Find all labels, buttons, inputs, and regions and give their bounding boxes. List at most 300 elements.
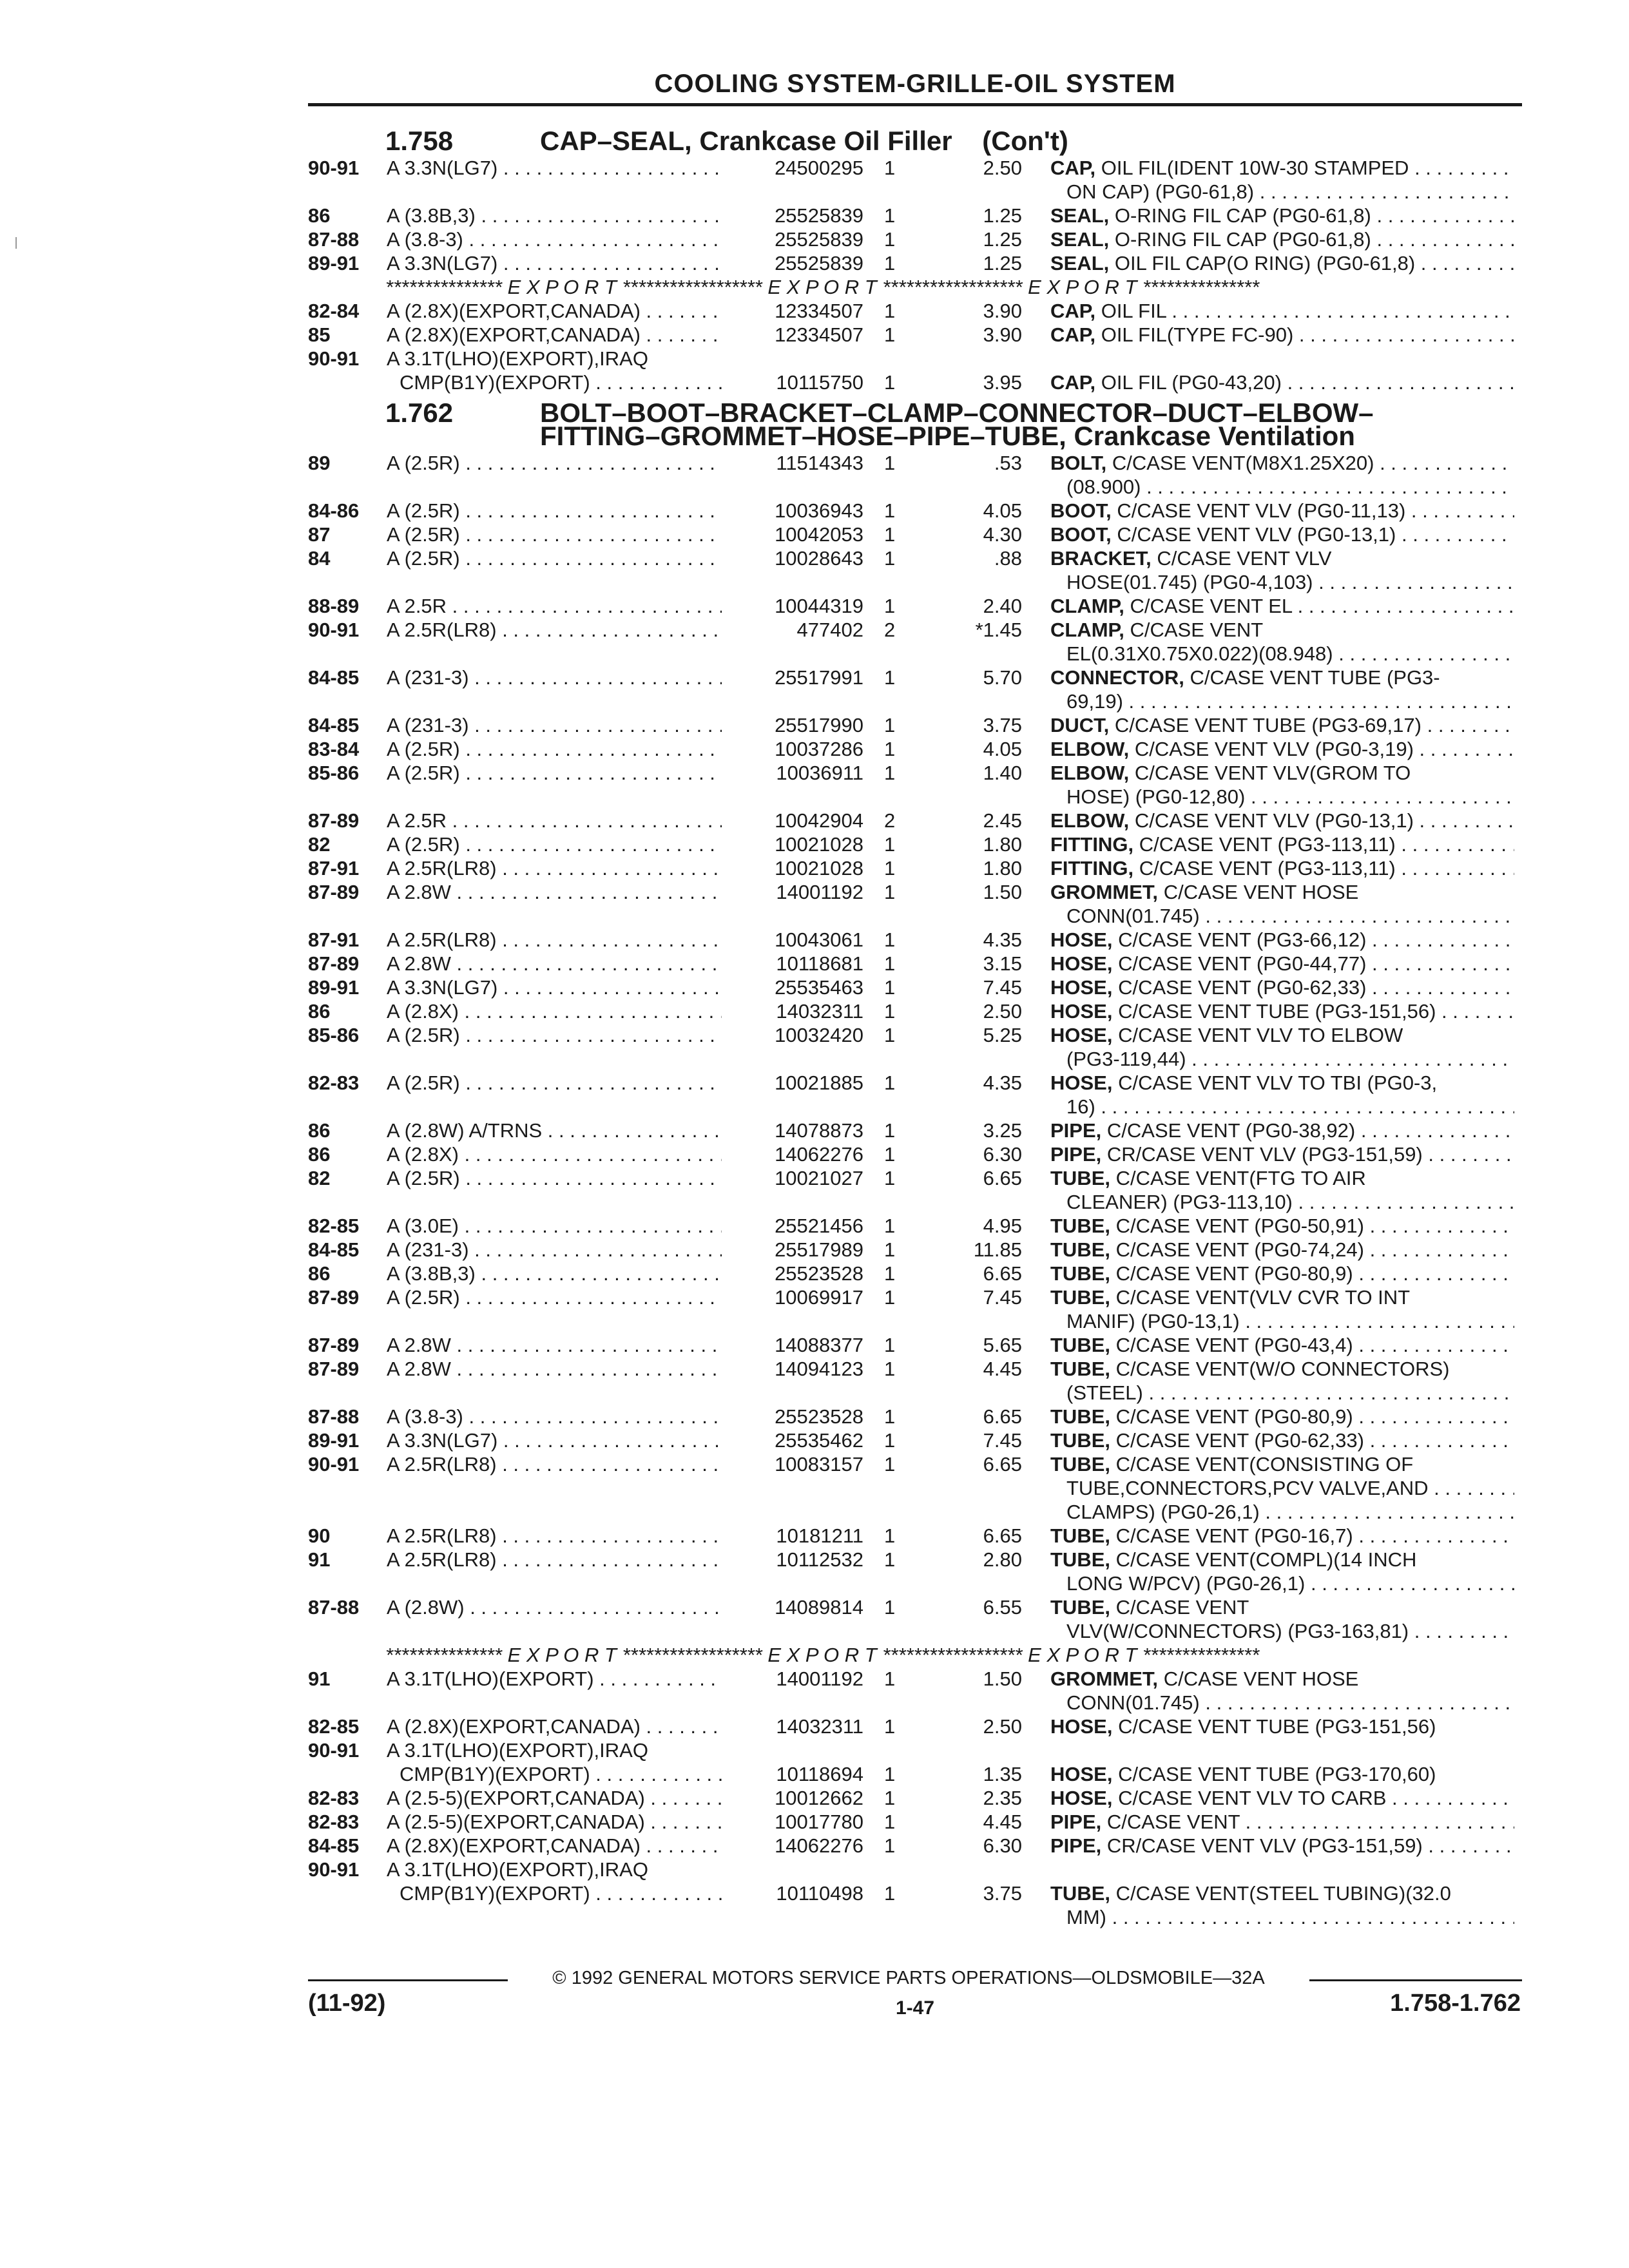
description-keyword: FITTING, xyxy=(1050,857,1134,879)
part-row xyxy=(0,1667,1629,1714)
quantity: 1 xyxy=(884,1119,896,1142)
price: 5.65 xyxy=(983,1334,1022,1356)
description xyxy=(1050,1405,1514,1429)
export-separator: *************** E X P O R T ****************** E X P O R T ****************** E X P O R T *************** xyxy=(385,1644,1260,1666)
part-number: 10083157 xyxy=(775,1453,863,1475)
price: 2.50 xyxy=(983,1715,1022,1738)
quantity: 1 xyxy=(884,1453,896,1475)
quantity: 1 xyxy=(884,1882,896,1905)
description-continued: HOSE) (PG0-12,80) . . . xyxy=(1066,785,1514,809)
part-row xyxy=(0,975,1629,1000)
part-number: 11514343 xyxy=(776,452,863,474)
description-keyword: SEAL, xyxy=(1050,252,1110,274)
application: A (2.5R) . . . xyxy=(387,737,722,762)
description xyxy=(1050,227,1514,252)
description-text: CR/CASE VENT VLV (PG3-151,59) xyxy=(1106,1143,1423,1166)
application: A 3.1T(LHO)(EXPORT),IRAQ xyxy=(387,347,648,370)
description-keyword: BOLT, xyxy=(1050,452,1107,474)
quantity: 1 xyxy=(884,881,896,903)
application: A (2.5R) . . . xyxy=(387,832,722,857)
application: A 2.5R(LR8) . . . xyxy=(387,856,722,881)
model-years: 91 xyxy=(308,1548,331,1571)
description xyxy=(1050,323,1514,347)
quantity: 2 xyxy=(884,809,896,832)
description xyxy=(1050,856,1514,881)
description-keyword: TUBE, xyxy=(1050,1286,1110,1309)
model-years: 87-91 xyxy=(308,857,360,879)
description-text: C/CASE VENT (PG3-113,11) xyxy=(1139,833,1396,856)
quantity: 1 xyxy=(884,1286,896,1309)
quantity: 1 xyxy=(884,1334,896,1356)
description-keyword: PIPE, xyxy=(1050,1143,1102,1166)
model-years: 86 xyxy=(308,1143,331,1166)
model-years: 82-85 xyxy=(308,1715,360,1738)
description xyxy=(1050,1881,1514,1906)
description-keyword: PIPE, xyxy=(1050,1811,1102,1833)
application: A 2.5R(LR8) . . . xyxy=(387,1548,722,1572)
part-row xyxy=(0,737,1629,762)
application: A (231-3) . . . xyxy=(387,666,722,690)
part-row xyxy=(0,1548,1629,1595)
model-years: 87-89 xyxy=(308,1334,360,1356)
price: 3.90 xyxy=(983,323,1022,346)
part-row xyxy=(0,299,1629,323)
part-row xyxy=(0,1166,1629,1213)
price: 4.95 xyxy=(983,1215,1022,1237)
model-years: 86 xyxy=(308,1119,331,1142)
description-keyword: TUBE, xyxy=(1050,1429,1110,1452)
description-text: C/CASE VENT VLV(GROM TO xyxy=(1134,762,1411,784)
description xyxy=(1050,880,1514,905)
description xyxy=(1050,523,1514,547)
description-keyword: TUBE, xyxy=(1050,1238,1110,1261)
quantity: 1 xyxy=(884,300,896,322)
part-number: 10042053 xyxy=(775,523,863,546)
footer-copyright: © 1992 GENERAL MOTORS SERVICE PARTS OPERATIONS—OLDSMOBILE—32A xyxy=(552,1968,1265,1988)
part-row xyxy=(0,1834,1629,1858)
part-row xyxy=(0,999,1629,1024)
model-years: 85-86 xyxy=(308,762,360,784)
description-keyword: TUBE, xyxy=(1050,1334,1110,1356)
description-keyword: HOSE, xyxy=(1050,1763,1113,1785)
price: 1.80 xyxy=(983,833,1022,856)
price: 3.75 xyxy=(983,1882,1022,1905)
model-years: 90-91 xyxy=(308,347,360,370)
part-row xyxy=(0,204,1629,228)
description-text: CR/CASE VENT VLV (PG3-151,59) xyxy=(1106,1834,1423,1857)
quantity: 1 xyxy=(884,547,896,570)
description-keyword: GROMMET, xyxy=(1050,881,1159,903)
description-text: C/CASE VENT (PG0-16,7) xyxy=(1115,1524,1353,1547)
price: 1.25 xyxy=(983,252,1022,274)
model-years: 86 xyxy=(308,1262,331,1285)
description-continued: 16) . . . xyxy=(1066,1095,1514,1119)
quantity: 1 xyxy=(884,1000,896,1023)
model-years: 84 xyxy=(308,547,331,570)
price: .53 xyxy=(994,452,1022,474)
model-years: 82-83 xyxy=(308,1787,360,1809)
description-keyword: DUCT, xyxy=(1050,714,1110,736)
application: A 2.8W . . . xyxy=(387,1357,722,1381)
description xyxy=(1050,1262,1514,1286)
description-continued: 69,19) . . . xyxy=(1066,689,1514,714)
description-continued: HOSE(01.745) (PG0-4,103) . . . xyxy=(1066,570,1514,595)
description-text: C/CASE VENT VLV (PG0-3,19) xyxy=(1134,738,1414,760)
description xyxy=(1050,832,1514,857)
description-text: C/CASE VENT EL xyxy=(1130,595,1292,617)
application: A (2.5R) . . . xyxy=(387,499,722,523)
description xyxy=(1050,1452,1514,1477)
model-years: 89-91 xyxy=(308,252,360,274)
application: A (3.8-3) . . . xyxy=(387,227,722,252)
model-years: 90-91 xyxy=(308,1453,360,1475)
application: A 2.8W . . . xyxy=(387,952,722,976)
quantity: 1 xyxy=(884,1024,896,1046)
description xyxy=(1050,251,1514,276)
description-keyword: FITTING, xyxy=(1050,833,1134,856)
part-number: 10069917 xyxy=(775,1286,863,1309)
quantity: 1 xyxy=(884,1262,896,1285)
model-years: 89 xyxy=(308,452,331,474)
description-keyword: HOSE, xyxy=(1050,976,1113,999)
description-keyword: TUBE, xyxy=(1050,1453,1110,1475)
part-row xyxy=(0,323,1629,347)
header-rule xyxy=(308,103,1522,106)
part-row xyxy=(0,618,1629,665)
description-keyword: SEAL, xyxy=(1050,228,1110,251)
description-keyword: TUBE, xyxy=(1050,1262,1110,1285)
application: A (2.5R) . . . xyxy=(387,451,722,476)
application-continued: CMP(B1Y)(EXPORT) . . . xyxy=(400,1881,722,1906)
application: A (2.5R) . . . xyxy=(387,1285,722,1310)
quantity: 1 xyxy=(884,1667,896,1690)
application: A 2.5R(LR8) . . . xyxy=(387,618,722,642)
description-text: C/CASE VENT HOSE xyxy=(1163,881,1359,903)
part-row xyxy=(0,832,1629,857)
application: A (2.8X)(EXPORT,CANADA) . . . xyxy=(387,323,722,347)
description xyxy=(1050,1357,1514,1381)
model-years: 84-85 xyxy=(308,1834,360,1857)
price: 11.85 xyxy=(973,1238,1022,1261)
description-text: C/CASE VENT xyxy=(1106,1811,1240,1833)
description xyxy=(1050,499,1514,523)
part-number: 10118681 xyxy=(776,952,863,975)
application: A (231-3) . . . xyxy=(387,1238,722,1262)
description-keyword: TUBE, xyxy=(1050,1405,1110,1428)
footer-rule-right xyxy=(1309,1979,1522,1981)
model-years: 82-83 xyxy=(308,1811,360,1833)
description-text: C/CASE VENT (PG0-44,77) xyxy=(1118,952,1367,975)
model-years: 82 xyxy=(308,1167,331,1189)
description-keyword: CONNECTOR, xyxy=(1050,666,1184,689)
application: A 3.1T(LHO)(EXPORT),IRAQ xyxy=(387,1739,648,1762)
description-keyword: TUBE, xyxy=(1050,1524,1110,1547)
application: A 2.5R(LR8) . . . xyxy=(387,1524,722,1548)
description-text: C/CASE VENT(COMPL)(14 INCH xyxy=(1115,1548,1417,1571)
description xyxy=(1050,1023,1514,1048)
price: 4.45 xyxy=(983,1358,1022,1380)
description-text: C/CASE VENT TUBE (PG3- xyxy=(1190,666,1440,689)
part-row xyxy=(0,1357,1629,1404)
part-number: 25525839 xyxy=(775,228,863,251)
model-years: 91 xyxy=(308,1667,331,1690)
application: A (2.5R) . . . xyxy=(387,761,722,785)
application: A (2.8X)(EXPORT,CANADA) . . . xyxy=(387,299,722,323)
model-years: 85 xyxy=(308,323,331,346)
part-row xyxy=(0,1119,1629,1143)
description-keyword: ELBOW, xyxy=(1050,738,1130,760)
footer-date: (11-92) xyxy=(308,1990,386,2017)
description-text: C/CASE VENT (PG0-80,9) xyxy=(1115,1405,1353,1428)
part-number: 25525839 xyxy=(775,204,863,227)
part-number: 25521456 xyxy=(775,1215,863,1237)
part-row xyxy=(0,1285,1629,1332)
price: 6.65 xyxy=(983,1167,1022,1189)
description-keyword: ELBOW, xyxy=(1050,809,1130,832)
description-text: C/CASE VENT TUBE (PG3-170,60) xyxy=(1118,1763,1436,1785)
quantity: 1 xyxy=(884,1834,896,1857)
part-row xyxy=(0,1214,1629,1238)
price: 6.55 xyxy=(983,1596,1022,1619)
part-number: 10042904 xyxy=(775,809,863,832)
part-number: 10044319 xyxy=(775,595,863,617)
description-text: OIL FIL(IDENT 10W-30 STAMPED xyxy=(1101,157,1409,179)
model-years: 90 xyxy=(308,1524,331,1547)
description-keyword: TUBE, xyxy=(1050,1548,1110,1571)
model-years: 84-85 xyxy=(308,666,360,689)
quantity: 1 xyxy=(884,714,896,736)
part-row xyxy=(0,227,1629,252)
model-years: 84-85 xyxy=(308,714,360,736)
description-text: C/CASE VENT (PG0-74,24) xyxy=(1115,1238,1364,1261)
part-row xyxy=(0,880,1629,927)
part-row xyxy=(0,666,1629,713)
part-row xyxy=(0,1452,1629,1523)
model-years: 87-89 xyxy=(308,881,360,903)
description-text: C/CASE VENT(M8X1.25X20) xyxy=(1112,452,1374,474)
quantity: 1 xyxy=(884,738,896,760)
part-row xyxy=(0,1333,1629,1358)
part-number: 25523528 xyxy=(775,1405,863,1428)
description-text: C/CASE VENT (PG0-62,33) xyxy=(1115,1429,1364,1452)
application: A 2.5R(LR8) . . . xyxy=(387,928,722,952)
part-row xyxy=(0,499,1629,523)
part-number: 477402 xyxy=(796,619,863,641)
description-text: C/CASE VENT (PG0-80,9) xyxy=(1115,1262,1353,1285)
description xyxy=(1050,156,1514,180)
section-title-line2: FITTING–GROMMET–HOSE–PIPE–TUBE, Crankcase Ventilation xyxy=(540,421,1355,451)
part-number: 14032311 xyxy=(776,1000,863,1023)
application-continued: CMP(B1Y)(EXPORT) . . . xyxy=(400,1762,722,1787)
description xyxy=(1050,370,1514,395)
description-keyword: HOSE, xyxy=(1050,1000,1113,1023)
description-keyword: TUBE, xyxy=(1050,1882,1110,1905)
description-keyword: SEAL, xyxy=(1050,204,1110,227)
quantity: 1 xyxy=(884,1787,896,1809)
quantity: 1 xyxy=(884,1524,896,1547)
part-number: 10021027 xyxy=(775,1167,863,1189)
model-years: 87 xyxy=(308,523,331,546)
price: 7.45 xyxy=(983,1286,1022,1309)
part-number: 14088377 xyxy=(775,1334,863,1356)
description-continued: EL(0.31X0.75X0.022)(08.948) . . . xyxy=(1066,642,1514,666)
description-text: C/CASE VENT (PG3-66,12) xyxy=(1118,928,1367,951)
price: 7.45 xyxy=(983,976,1022,999)
quantity: 1 xyxy=(884,595,896,617)
description-text: C/CASE VENT (PG3-113,11) xyxy=(1139,857,1396,879)
model-years: 82-84 xyxy=(308,300,360,322)
quantity: 1 xyxy=(884,928,896,951)
description-continued: CONN(01.745) . . . xyxy=(1066,904,1514,928)
part-number: 14089814 xyxy=(775,1596,863,1619)
description-continued: MM) . . . xyxy=(1066,1905,1514,1930)
description-continued: MANIF) (PG0-13,1) . . . xyxy=(1066,1309,1514,1334)
description xyxy=(1050,1333,1514,1358)
part-number: 25517990 xyxy=(775,714,863,736)
description-text: OIL FIL(TYPE FC-90) xyxy=(1101,323,1294,346)
model-years: 82 xyxy=(308,833,331,856)
model-years: 82-85 xyxy=(308,1215,360,1237)
part-row xyxy=(0,1428,1629,1453)
description-text: C/CASE VENT xyxy=(1130,619,1264,641)
model-years: 90-91 xyxy=(308,1739,360,1762)
part-row xyxy=(0,1262,1629,1286)
description-keyword: HOSE, xyxy=(1050,928,1113,951)
part-row xyxy=(0,1405,1629,1429)
section-number: 1.762 xyxy=(385,398,454,428)
description-text: C/CASE VENT (PG0-50,91) xyxy=(1115,1215,1364,1237)
price: 2.50 xyxy=(983,157,1022,179)
quantity: 1 xyxy=(884,666,896,689)
export-separator: *************** E X P O R T ****************** E X P O R T ****************** E X P O R T *************** xyxy=(385,276,1260,298)
model-years: 90-91 xyxy=(308,157,360,179)
part-row xyxy=(0,1595,1629,1642)
model-years: 87-91 xyxy=(308,928,360,951)
part-number: 10181211 xyxy=(776,1524,863,1547)
model-years: 87-88 xyxy=(308,1405,360,1428)
price: 4.45 xyxy=(983,1811,1022,1833)
price: 1.35 xyxy=(983,1763,1022,1785)
description-keyword: CLAMP, xyxy=(1050,595,1124,617)
quantity: 1 xyxy=(884,452,896,474)
description xyxy=(1050,1428,1514,1453)
part-number: 14094123 xyxy=(775,1358,863,1380)
price: 3.15 xyxy=(983,952,1022,975)
application: A (2.8W) . . . xyxy=(387,1595,722,1620)
description xyxy=(1050,1762,1514,1787)
description-text: C/CASE VENT(STEEL TUBING)(32.0 xyxy=(1115,1882,1451,1905)
price: 2.50 xyxy=(983,1000,1022,1023)
model-years: 84-85 xyxy=(308,1238,360,1261)
application: A (2.8X) . . . xyxy=(387,1142,722,1167)
price: 1.50 xyxy=(983,881,1022,903)
part-number: 10028643 xyxy=(775,547,863,570)
description-continued: CONN(01.745) . . . xyxy=(1066,1691,1514,1715)
description-text: C/CASE VENT (PG0-43,4) xyxy=(1115,1334,1353,1356)
description-continued: VLV(W/CONNECTORS) (PG3-163,81) . . . xyxy=(1066,1619,1514,1644)
quantity: 1 xyxy=(884,833,896,856)
description xyxy=(1050,1667,1514,1691)
part-row xyxy=(0,546,1629,593)
page-number: 1-47 xyxy=(895,1997,935,2019)
application: A (3.8B,3) . . . xyxy=(387,1262,722,1286)
price: 1.50 xyxy=(983,1667,1022,1690)
quantity: 1 xyxy=(884,157,896,179)
model-years: 84-86 xyxy=(308,499,360,522)
description xyxy=(1050,1285,1514,1310)
description-text: C/CASE VENT VLV (PG0-13,1) xyxy=(1134,809,1414,832)
part-number: 10112532 xyxy=(776,1548,863,1571)
description-text: C/CASE VENT(FTG TO AIR xyxy=(1115,1167,1366,1189)
price: .88 xyxy=(994,547,1022,570)
description-keyword: CAP, xyxy=(1050,157,1096,179)
application: A (2.8X)(EXPORT,CANADA) . . . xyxy=(387,1834,722,1858)
part-number: 10012662 xyxy=(775,1787,863,1809)
part-number: 12334507 xyxy=(775,323,863,346)
description xyxy=(1050,618,1514,642)
application: A (3.0E) . . . xyxy=(387,1214,722,1238)
part-row xyxy=(0,251,1629,276)
model-years: 89-91 xyxy=(308,1429,360,1452)
description-text: C/CASE VENT(VLV CVR TO INT xyxy=(1115,1286,1411,1309)
description-keyword: TUBE, xyxy=(1050,1358,1110,1380)
application-continued: CMP(B1Y)(EXPORT) . . . xyxy=(400,370,722,395)
application: A (2.5-5)(EXPORT,CANADA) . . . xyxy=(387,1786,722,1811)
section-range: 1.758-1.762 xyxy=(1390,1990,1521,2017)
part-row xyxy=(0,1238,1629,1262)
quantity: 1 xyxy=(884,1811,896,1833)
price: 3.95 xyxy=(983,371,1022,394)
quantity: 1 xyxy=(884,1763,896,1785)
quantity: 1 xyxy=(884,228,896,251)
application: A 2.8W . . . xyxy=(387,1333,722,1358)
description-text: C/CASE VENT(W/O CONNECTORS) xyxy=(1115,1358,1450,1380)
application: A 2.5R . . . xyxy=(387,594,722,619)
price: 3.75 xyxy=(983,714,1022,736)
description xyxy=(1050,737,1514,762)
section-number: 1.758 xyxy=(385,126,454,156)
description-continued: TUBE,CONNECTORS,PCV VALVE,AND . . . xyxy=(1066,1476,1514,1501)
description-keyword: CAP, xyxy=(1050,323,1096,346)
price: 6.65 xyxy=(983,1524,1022,1547)
part-number: 14032311 xyxy=(776,1715,863,1738)
description-keyword: BRACKET, xyxy=(1050,547,1152,570)
description xyxy=(1050,666,1514,690)
description-keyword: HOSE, xyxy=(1050,1787,1113,1809)
description xyxy=(1050,1810,1514,1834)
price: 4.35 xyxy=(983,928,1022,951)
part-number: 25517991 xyxy=(775,666,863,689)
price: 2.80 xyxy=(983,1548,1022,1571)
quantity: 1 xyxy=(884,1358,896,1380)
description-text: C/CASE VENT VLV xyxy=(1157,547,1332,570)
model-years: 87-89 xyxy=(308,1358,360,1380)
model-years: 86 xyxy=(308,204,331,227)
part-number: 10115750 xyxy=(776,371,863,394)
part-row xyxy=(0,1786,1629,1811)
model-years: 87-89 xyxy=(308,1286,360,1309)
description-keyword: CAP, xyxy=(1050,371,1096,394)
part-number: 10036943 xyxy=(775,499,863,522)
part-number: 14078873 xyxy=(775,1119,863,1142)
quantity: 1 xyxy=(884,1405,896,1428)
description-keyword: ELBOW, xyxy=(1050,762,1130,784)
description-text: O-RING FIL CAP (PG0-61,8) xyxy=(1114,228,1371,251)
quantity: 1 xyxy=(884,371,896,394)
application: A (3.8B,3) . . . xyxy=(387,204,722,228)
application: A (231-3) . . . xyxy=(387,713,722,738)
description-text: C/CASE VENT (PG0-38,92) xyxy=(1106,1119,1356,1142)
